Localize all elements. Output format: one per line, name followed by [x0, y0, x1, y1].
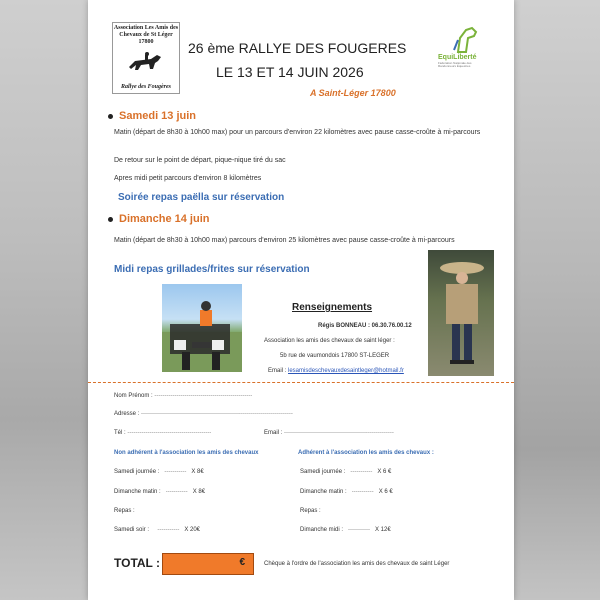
info-title: Renseignements [292, 302, 373, 313]
info-email-link[interactable]: lesamisdeschevauxdesaintleger@hotmail.fr [288, 368, 404, 374]
form-email-row [264, 430, 394, 436]
form-name-field[interactable]: ------------------------------------------------- [154, 393, 253, 399]
form-address-field[interactable]: ---------------------------------------------------------------------------- [141, 411, 293, 417]
sunday-heading-row [108, 213, 209, 225]
right-dimanche-field[interactable]: ----------- [348, 489, 378, 495]
right-midi-label: Dimanche midi : [300, 527, 344, 533]
right-samedi-price: X 6 € [377, 469, 392, 475]
form-tel-field[interactable]: ------------------------------------------ [127, 430, 212, 436]
horse-head-icon [452, 26, 482, 54]
event-location: A Saint-Léger 17800 [310, 88, 396, 98]
total-currency: € [239, 557, 245, 568]
saturday-heading: Samedi 13 juin [119, 110, 197, 122]
left-samedi-field[interactable]: ----------- [161, 469, 190, 475]
saturday-heading-row [108, 110, 196, 122]
total-label: TOTAL : [114, 556, 160, 570]
saturday-evening: Soirée repas paëlla sur réservation [118, 192, 285, 203]
info-email-label: Email : [268, 368, 287, 374]
costume-photo [428, 250, 494, 376]
event-title: 26 ème RALLYE DES FOUGERES [188, 40, 407, 56]
sunday-lunch: Midi repas grillades/frites sur réservation [114, 264, 310, 275]
form-tel-label: Tél : [114, 430, 126, 436]
total-field[interactable] [162, 553, 254, 575]
right-samedi-row [300, 469, 391, 475]
flyer-page [88, 0, 514, 600]
horse-rider-photo-icon [162, 284, 242, 372]
left-samedi-price: X 8€ [191, 469, 204, 475]
form-email-label: Email : [264, 430, 283, 436]
left-dimanche-field[interactable]: ----------- [162, 489, 192, 495]
partner-logo-sub: Fédération Nationale des Randonneurs Équestres [438, 61, 472, 68]
saturday-line1: Matin (départ de 8h30 à 10h00 max) pour un parcours d'environ 22 kilomètres avec pause casse-croûte à mi-parcours [114, 129, 481, 136]
partner-logo-label: EquiLiberté [438, 54, 477, 61]
form-name-row [114, 393, 252, 399]
left-samedi-row [114, 469, 204, 475]
right-dimanche-price: X 6 € [378, 489, 393, 495]
horse-rider-icon [125, 51, 167, 73]
background-left [0, 0, 88, 600]
form-name-label: Nom Prénom : [114, 393, 153, 399]
right-dimanche-row [300, 489, 393, 495]
info-org: Association les amis des chevaux de saint léger : [264, 338, 395, 344]
left-dimanche-price: X 8€ [192, 489, 206, 495]
right-midi-row [300, 527, 391, 533]
bullet-icon [108, 217, 113, 222]
association-logo-bottom: Rallye des Fougères [121, 84, 171, 90]
dashed-divider [88, 382, 514, 383]
right-dimanche-label: Dimanche matin : [300, 489, 347, 495]
right-samedi-label: Samedi journée : [300, 469, 346, 475]
left-soir-price: X 20€ [184, 527, 201, 533]
bullet-icon [108, 114, 113, 119]
partner-logo [438, 26, 486, 68]
right-repas-label: Repas : [300, 508, 321, 514]
left-soir-row [114, 527, 200, 533]
costumed-person-icon [428, 250, 494, 376]
left-dimanche-row [114, 489, 205, 495]
form-email-field[interactable]: ------------------------------------------------------- [284, 430, 394, 436]
left-soir-label: Samedi soir : [114, 527, 150, 533]
rider-photo [162, 284, 242, 372]
info-contact: Régis BONNEAU : 06.30.76.00.12 [318, 323, 412, 329]
info-email-row [268, 368, 404, 374]
left-soir-field[interactable]: ----------- [150, 527, 183, 533]
adherent-heading: Adhérent à l'association les amis des chevaux : [298, 450, 434, 456]
left-samedi-label: Samedi journée : [114, 469, 160, 475]
form-tel-row [114, 430, 211, 436]
saturday-line3: Apres midi petit parcours d'environ 8 kilomètres [114, 175, 262, 182]
event-dates: LE 13 ET 14 JUIN 2026 [216, 64, 364, 80]
right-midi-price: X 12€ [375, 527, 391, 533]
form-address-label: Adresse : [114, 411, 140, 417]
left-repas-label: Repas : [114, 508, 135, 514]
association-logo-text: Association Les Amis des Chevaux de St Léger 17800 [113, 25, 179, 45]
background-right [514, 0, 600, 600]
form-address-row [114, 411, 293, 417]
left-dimanche-label: Dimanche matin : [114, 489, 161, 495]
association-logo [112, 22, 180, 94]
right-samedi-field[interactable]: ----------- [347, 469, 376, 475]
cheque-note: Chèque à l'ordre de l'association les amis des chevaux de saint Léger [264, 561, 450, 567]
right-midi-field[interactable]: ----------- [344, 527, 374, 533]
saturday-line2: De retour sur le point de départ, pique-nique tiré du sac [114, 157, 286, 164]
info-address: 5b rue de vaumondois 17800 ST-LEGER [280, 353, 390, 359]
sunday-heading: Dimanche 14 juin [119, 213, 210, 225]
sunday-line1: Matin (départ de 8h30 à 10h00 max) parcours d'environ 25 kilomètres avec pause casse-croûte à mi-parcours [114, 237, 455, 244]
non-adherent-heading: Non adhérent à l'association les amis des chevaux [114, 450, 259, 456]
